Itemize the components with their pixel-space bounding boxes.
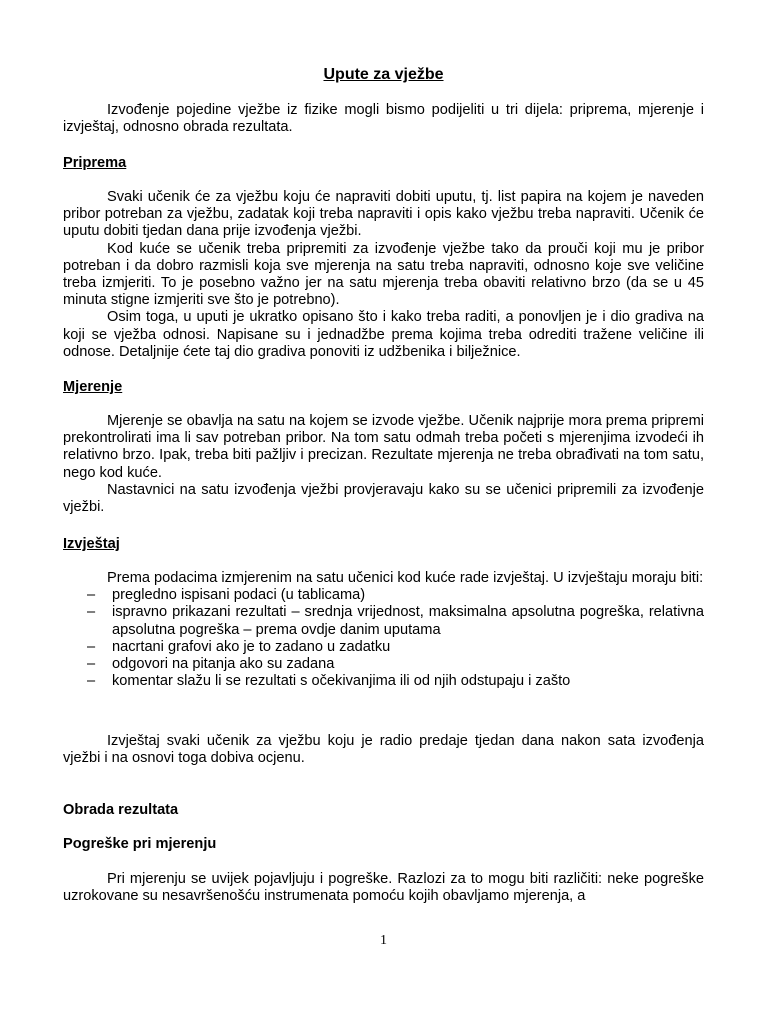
body-paragraph: Prema podacima izmjerenim na satu učenici kod kuće rade izvještaj. U izvještaju moraju biti: bbox=[107, 570, 704, 586]
body-paragraph: Mjerenje se obavlja na satu na kojem se izvode vježbe. Učenik najprije mora prema pripremi prekontrolirati ima li sav potreban pribor. Na tom satu odmah treba početi s mjerenjima izvodeći ih relativno brzo. Ipak, treba biti pažljiv i precizan. Rezultate mjerenja ne treba obrađivati na tom satu, nego kod kuće. bbox=[63, 413, 704, 481]
body-paragraph: Svaki učenik će za vježbu koju će napraviti dobiti uputu, tj. list papira na kojem je naveden pribor potreban za vježbu, zadatak koji treba napraviti i opis kako vježbu treba napraviti. Učenik će uputu dobiti tjedan dana prije izvođenja vježbi. bbox=[63, 189, 704, 240]
document-title: Upute za vježbe bbox=[323, 66, 444, 83]
requirements-list bbox=[63, 587, 704, 690]
section-heading-izvjestaj: Izvještaj bbox=[63, 536, 120, 552]
body-paragraph: Nastavnici na satu izvođenja vježbi provjeravaju kako su se učenici pripremili za izvođenje vježbi. bbox=[63, 481, 704, 516]
list-item: – ispravno prikazani rezultati – srednja vrijednost, maksimalna apsolutna pogreška, relativna apsolutna pogreška – prema ovdje danim uputama bbox=[87, 604, 704, 638]
page-number: 1 bbox=[380, 933, 387, 948]
intro-paragraph: Izvođenje pojedine vježbe iz fizike mogli bismo podijeliti u tri dijela: priprema, mjerenje i izvještaj, odnosno obrada rezultata. bbox=[63, 102, 704, 136]
priprema-section bbox=[63, 189, 704, 361]
dash-bullet: – bbox=[87, 638, 96, 655]
obrada-section bbox=[63, 871, 704, 905]
dash-bullet: – bbox=[87, 587, 96, 604]
list-item: – pregledno ispisani podaci (u tablicama) bbox=[87, 587, 366, 604]
dash-bullet: – bbox=[87, 673, 96, 690]
section-heading-obrada: Obrada rezultata bbox=[63, 802, 179, 818]
body-paragraph: Kod kuće se učenik treba pripremiti za izvođenje vježbe tako da prouči koji mu je pribor potreban i da dobro razmisli koja sve mjerenja na satu treba napraviti, odnosno koje sve veličine treba izmjeriti. To je posebno važno jer na satu mjerenja treba obaviti relativno brzo (da se u 45 minuta stigne izmjeriti sve što je potrebno). bbox=[63, 240, 704, 309]
list-item: – komentar slažu li se rezultati s očekivanjima ili od njih odstupaju i zašto bbox=[87, 673, 571, 690]
izvjestaj-section bbox=[63, 570, 704, 690]
list-item: – nacrtani grafovi ako je to zadano u zadatku bbox=[87, 638, 391, 655]
section-heading-priprema: Priprema bbox=[63, 155, 127, 171]
intro-section bbox=[63, 102, 704, 136]
body-paragraph: Osim toga, u uputi je ukratko opisano što i kako treba raditi, a ponovljen je i dio gradiva na koji se vježba odnosi. Napisane su i jednadžbe prema kojima treba odrediti tražene veličine ili odnose. Detaljnije ćete taj dio gradiva ponoviti iz udžbenika i bilježnice. bbox=[63, 309, 704, 360]
body-paragraph: Pri mjerenju se uvijek pojavljuju i pogreške. Razlozi za to mogu biti različiti: neke pogreške uzrokovane su nesavršenošću instrumenata pomoću kojih obavljamo mjerenja, a bbox=[63, 871, 704, 905]
section-heading-mjerenje: Mjerenje bbox=[63, 379, 123, 395]
dash-bullet: – bbox=[87, 604, 96, 621]
mjerenje-section bbox=[63, 413, 704, 516]
dash-bullet: – bbox=[87, 656, 96, 673]
list-item: – odgovori na pitanja ako su zadana bbox=[87, 656, 335, 673]
subsection-heading-pogreske: Pogreške pri mjerenju bbox=[63, 836, 217, 852]
body-paragraph: Izvještaj svaki učenik za vježbu koju je radio predaje tjedan dana nakon sata izvođenja vježbi i na osnovi toga dobiva ocjenu. bbox=[63, 733, 704, 767]
izvjestaj-closing bbox=[63, 733, 704, 767]
